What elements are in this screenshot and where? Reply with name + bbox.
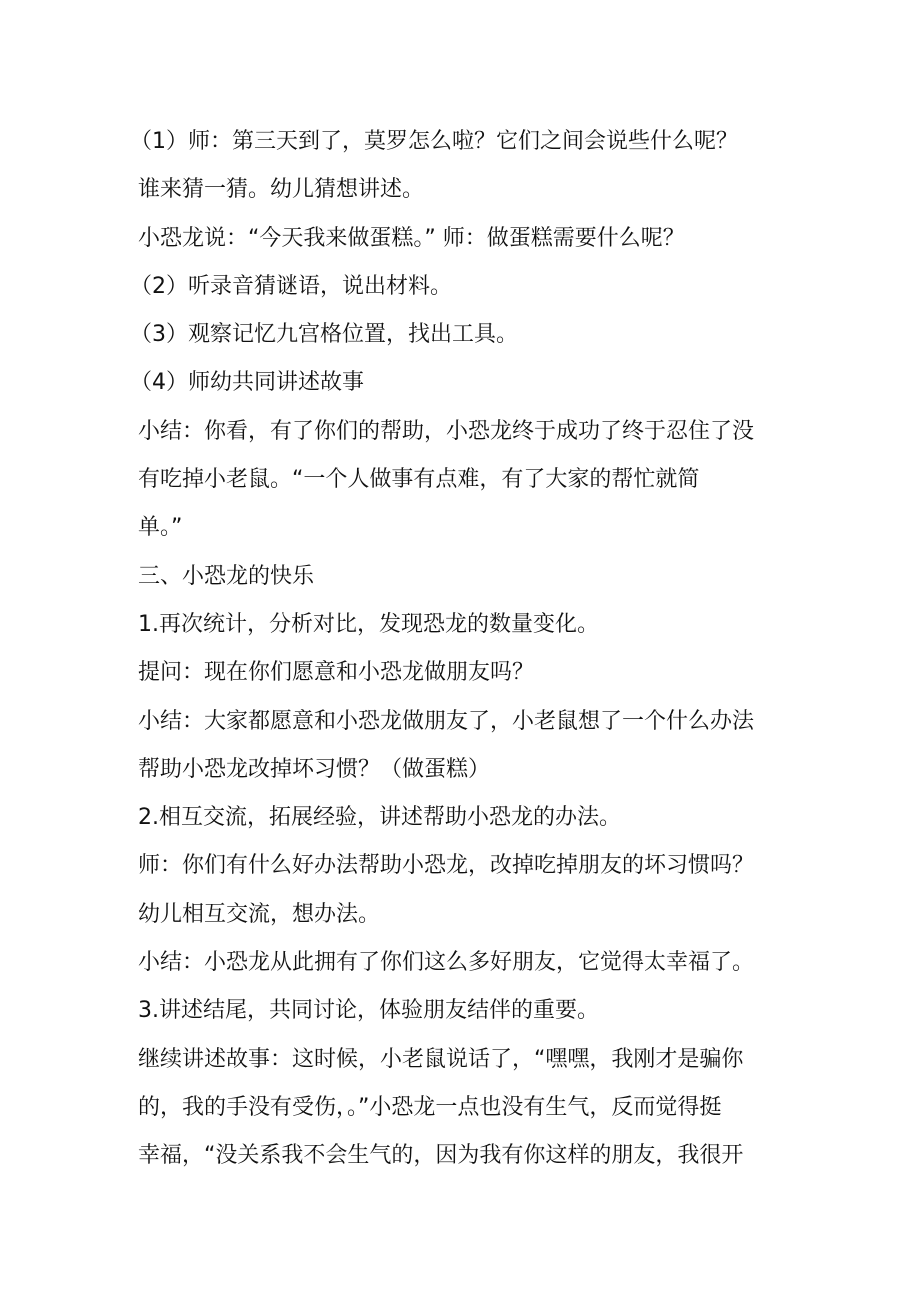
text-line: （3）观察记忆九宫格位置，找出工具。	[130, 322, 518, 348]
text-line: 小结：大家都愿意和小恐龙做朋友了，小老鼠想了一个什么办法	[138, 708, 755, 734]
text-line: 有吃掉小老鼠。“一个人做事有点难，有了大家的帮忙就简	[138, 467, 700, 493]
text-line: 1.再次统计，分析对比，发现恐龙的数量变化。	[138, 611, 599, 637]
text-line: 小结：小恐龙从此拥有了你们这么多好朋友，它觉得太幸福了。	[138, 950, 755, 976]
text-line: 幼儿相互交流，想办法。	[138, 901, 381, 927]
text-line: 提问：现在你们愿意和小恐龙做朋友吗？	[138, 660, 535, 686]
text-line: 小恐龙说：“今天我来做蛋糕。” 师：做蛋糕需要什么呢？	[138, 225, 685, 251]
text-line: （2）听录音猜谜语，说出材料。	[130, 273, 452, 299]
text-line: 幸福，“没关系我不会生气的，因为我有你这样的朋友，我很开	[138, 1143, 744, 1169]
text-line: 帮助小恐龙改掉坏习惯？（做蛋糕）	[138, 756, 491, 782]
text-line: 师：你们有什么好办法帮助小恐龙，改掉吃掉朋友的坏习惯吗？	[138, 853, 755, 879]
text-line: （4）师幼共同讲述故事	[130, 370, 364, 396]
text-line: 单。”	[138, 515, 183, 541]
text-line: 3.讲述结尾，共同讨论，体验朋友结伴的重要。	[138, 998, 599, 1024]
text-line: 2.相互交流，拓展经验，讲述帮助小恐龙的办法。	[138, 805, 621, 831]
text-line: 小结：你看，有了你们的帮助，小恐龙终于成功了终于忍住了没	[138, 418, 755, 444]
text-line: 谁来猜一猜。幼儿猜想讲述。	[138, 177, 425, 203]
section-heading: 三、小恐龙的快乐	[138, 563, 315, 589]
text-line: 继续讲述故事：这时候，小老鼠说话了，“嘿嘿，我刚才是骗你	[138, 1046, 744, 1072]
text-line: （1）师：第三天到了，莫罗怎么啦？它们之间会说些什么呢？	[130, 129, 738, 154]
document-body	[130, 118, 788, 1181]
text-line: 的，我的手没有受伤，。”小恐龙一点也没有生气，反而觉得挺	[138, 1094, 722, 1120]
